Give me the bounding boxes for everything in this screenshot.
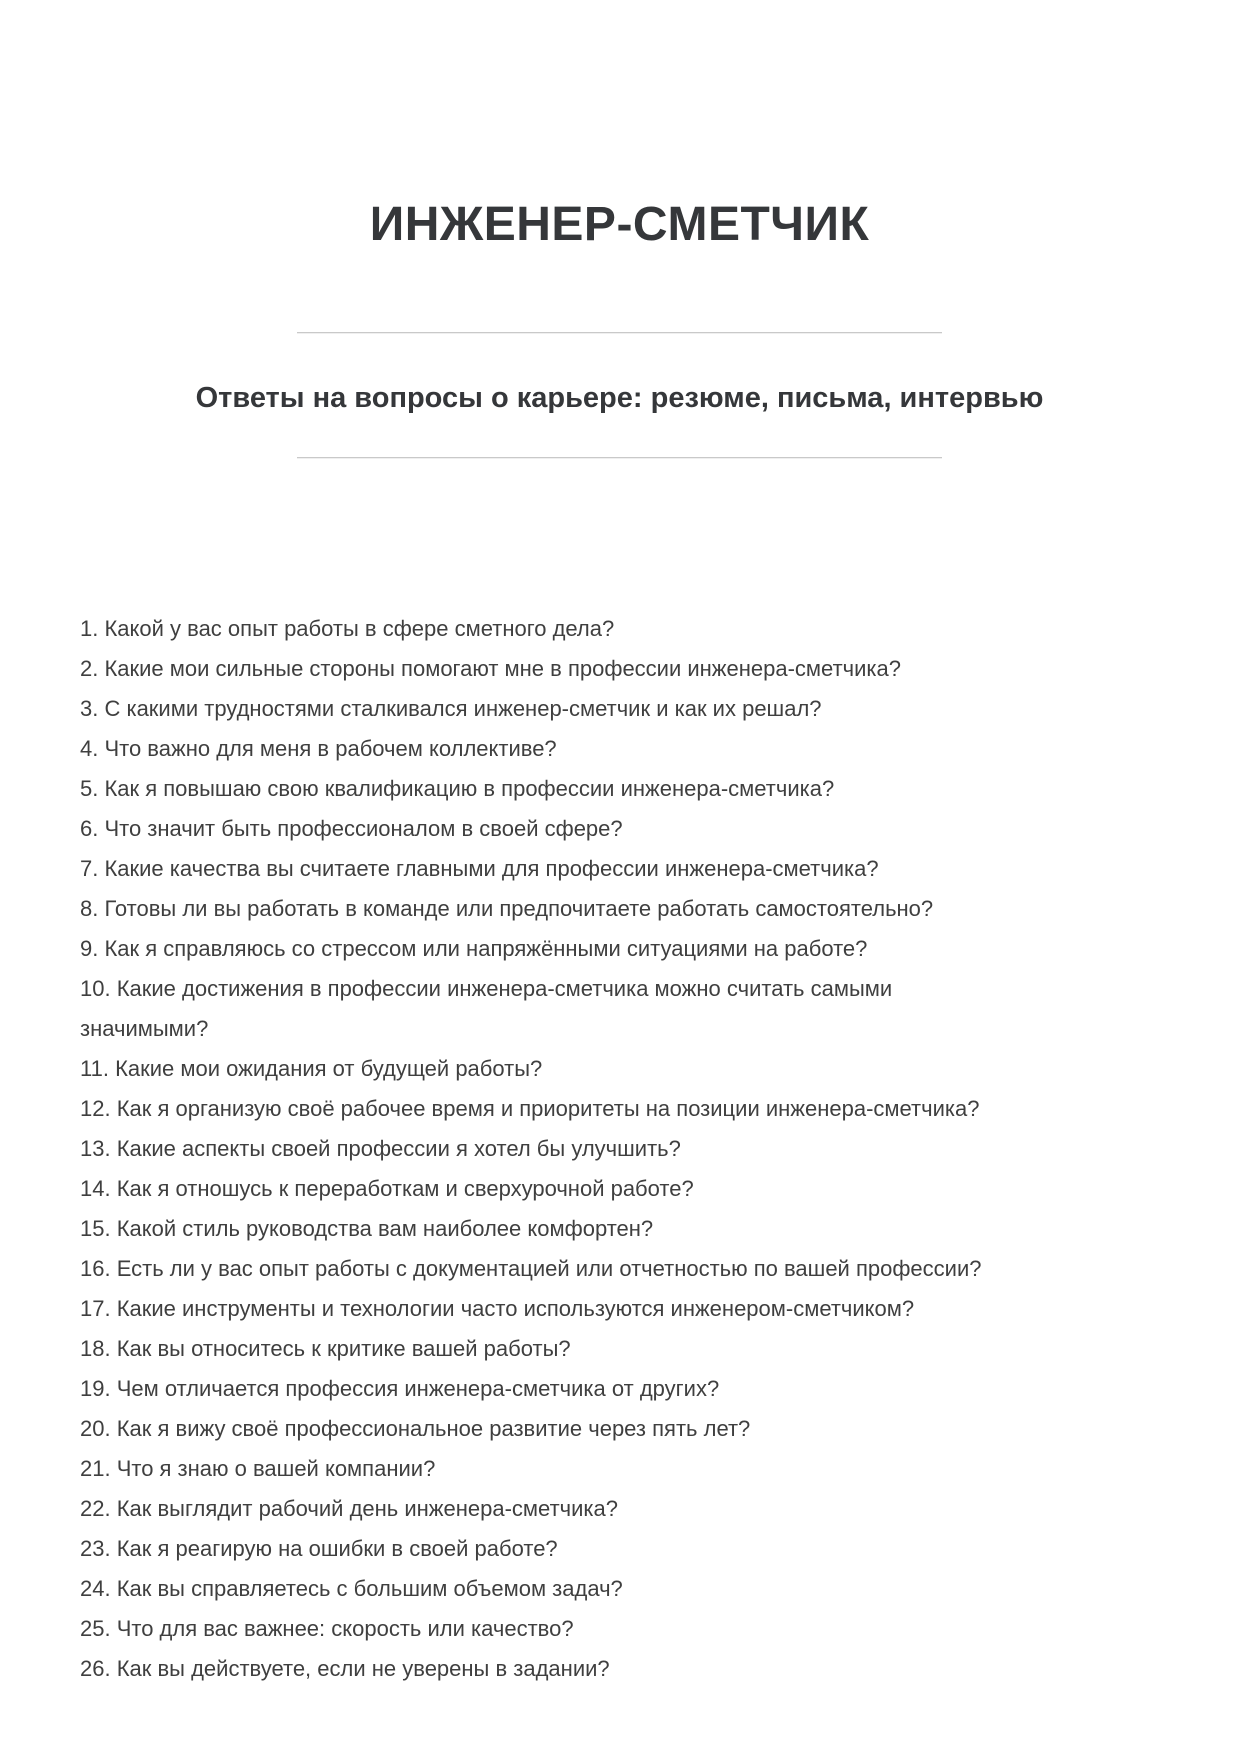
question-item: 20. Как я вижу своё профессиональное развитие через пять лет? [80, 1416, 751, 1441]
question-item: 24. Как вы справляетесь с большим объемом задач? [80, 1576, 623, 1601]
page-subtitle: Ответы на вопросы о карьере: резюме, письма, интервью [195, 382, 1044, 414]
question-item: 25. Что для вас важнее: скорость или качество? [80, 1616, 574, 1641]
question-item: 22. Как выглядит рабочий день инженера-сметчика? [80, 1496, 618, 1521]
question-item: 2. Какие мои сильные стороны помогают мне в профессии инженера-сметчика? [80, 656, 901, 681]
question-item: 17. Какие инструменты и технологии часто используются инженером-сметчиком? [80, 1296, 915, 1321]
question-item: 5. Как я повышаю свою квалификацию в профессии инженера-сметчика? [80, 776, 835, 801]
question-item: 1. Какой у вас опыт работы в сфере сметного дела? [80, 616, 615, 641]
question-item: 19. Чем отличается профессия инженера-сметчика от других? [80, 1376, 720, 1401]
question-item: 7. Какие качества вы считаете главными для профессии инженера-сметчика? [80, 856, 879, 881]
question-item: 18. Как вы относитесь к критике вашей работы? [80, 1336, 571, 1361]
question-item: 26. Как вы действуете, если не уверены в задании? [80, 1656, 610, 1681]
question-item: 15. Какой стиль руководства вам наиболее комфортен? [80, 1216, 654, 1241]
question-item: 6. Что значит быть профессионалом в своей сфере? [80, 816, 623, 841]
question-item: 10. Какие достижения в профессии инженера-сметчика можно считать самыми значимыми? [80, 976, 893, 1041]
question-item: 13. Какие аспекты своей профессии я хотел бы улучшить? [80, 1136, 681, 1161]
page-title: ИНЖЕНЕР-СМЕТЧИК [369, 198, 870, 251]
question-item: 3. С какими трудностями сталкивался инженер-сметчик и как их решал? [80, 696, 822, 721]
divider-bottom [297, 457, 942, 459]
question-item: 8. Готовы ли вы работать в команде или предпочитаете работать самостоятельно? [80, 896, 934, 921]
question-list [0, 609, 1239, 1689]
question-item: 21. Что я знаю о вашей компании? [80, 1456, 436, 1481]
question-item: 11. Какие мои ожидания от будущей работы? [80, 1056, 543, 1081]
question-item: 12. Как я организую своё рабочее время и приоритеты на позиции инженера-сметчика? [80, 1096, 980, 1121]
question-item: 4. Что важно для меня в рабочем коллективе? [80, 736, 557, 761]
question-item: 16. Есть ли у вас опыт работы с документацией или отчетностью по вашей профессии? [80, 1256, 982, 1281]
question-item: 23. Как я реагирую на ошибки в своей работе? [80, 1536, 558, 1561]
question-item: 14. Как я отношусь к переработкам и сверхурочной работе? [80, 1176, 694, 1201]
question-item: 9. Как я справляюсь со стрессом или напряжёнными ситуациями на работе? [80, 936, 868, 961]
divider-top [297, 332, 942, 334]
